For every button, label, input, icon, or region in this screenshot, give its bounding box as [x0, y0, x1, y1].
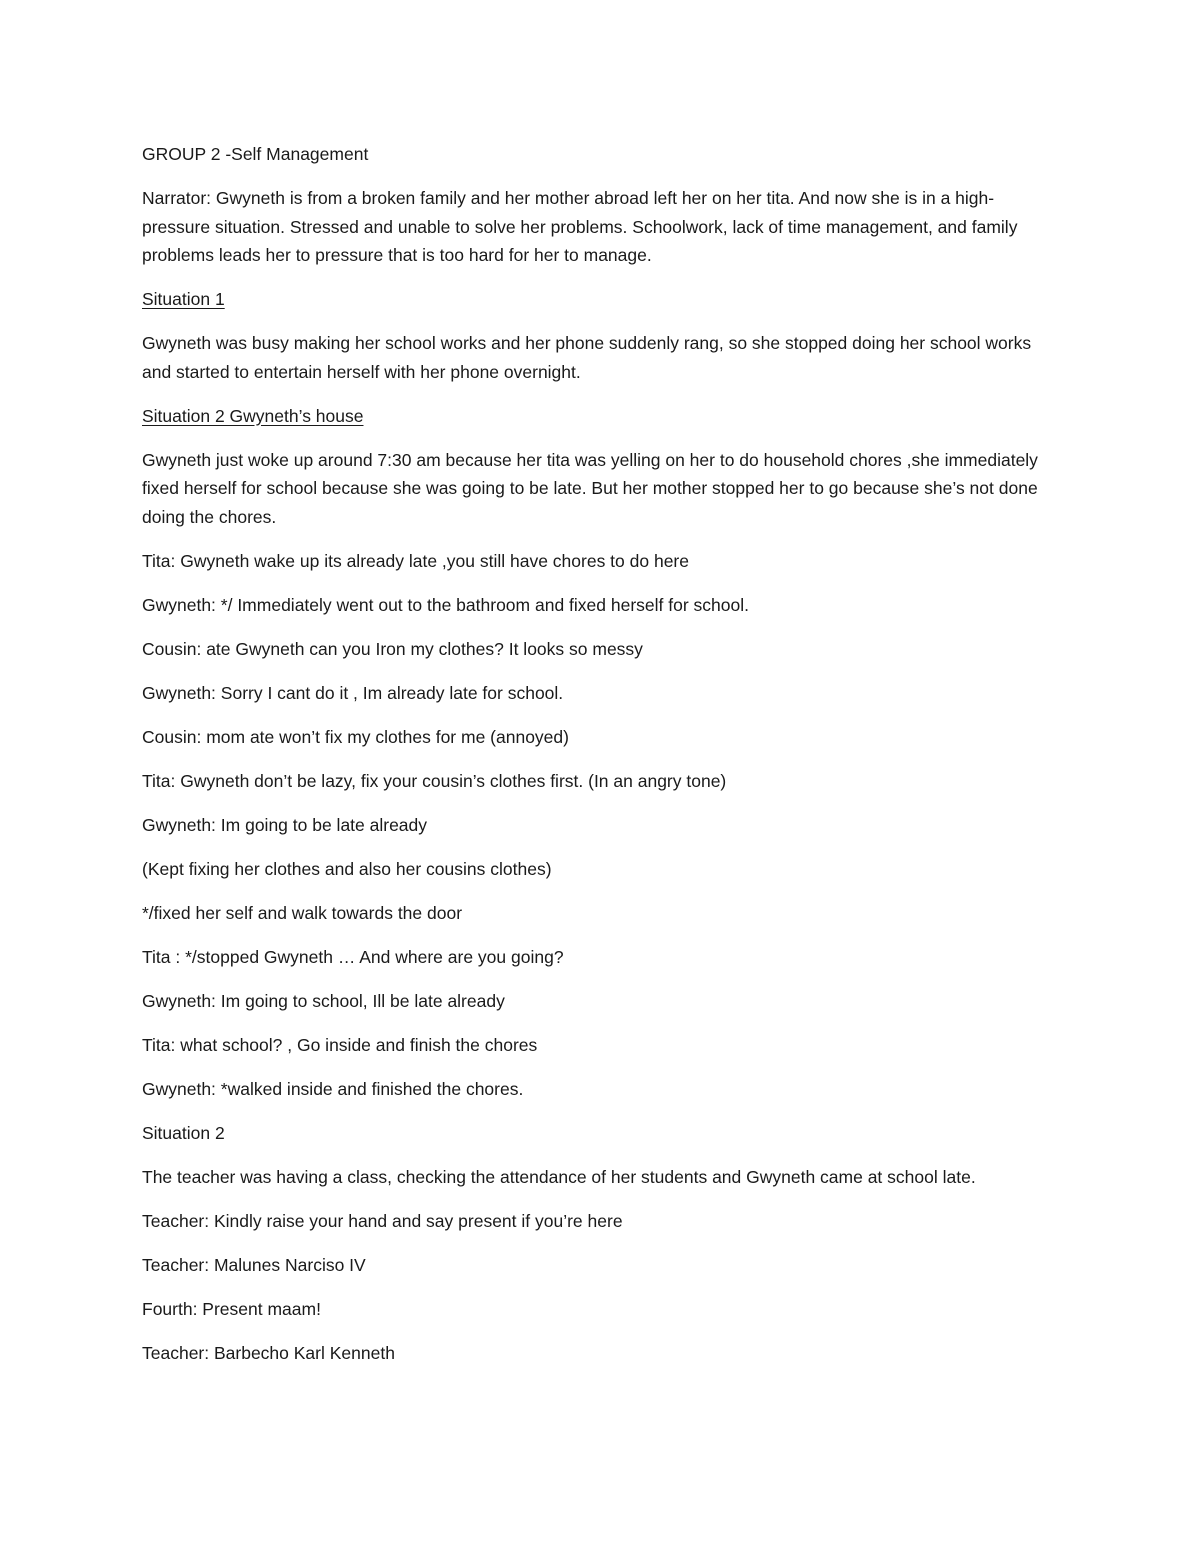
document-body	[142, 140, 1062, 1383]
paragraph: Teacher: Malunes Narciso IV	[142, 1254, 366, 1275]
document-title: GROUP 2 -Self Management	[142, 144, 369, 164]
paragraph: Gwyneth: */ Immediately went out to the bathroom and fixed herself for school.	[142, 594, 749, 615]
paragraph: Gwyneth: Sorry I cant do it , Im already late for school.	[142, 682, 564, 703]
paragraph: (Kept fixing her clothes and also her cousins clothes)	[142, 858, 552, 879]
paragraph: Teacher: Barbecho Karl Kenneth	[142, 1342, 395, 1363]
paragraph: Tita : */stopped Gwyneth … And where are you going?	[142, 946, 564, 967]
paragraph: Gwyneth just woke up around 7:30 am because her tita was yelling on her to do household chores ,she immediately fixed herself for school because she was going to be late. But her mother stopped her to go because she’s not done doing the chores.	[142, 449, 1043, 527]
paragraph: Tita: Gwyneth wake up its already late ,you still have chores to do here	[142, 550, 689, 571]
section-heading: Situation 2 Gwyneth’s house	[142, 405, 364, 426]
paragraph: The teacher was having a class, checking the attendance of her students and Gwyneth came at school late.	[142, 1166, 976, 1187]
section-heading: Situation 1	[142, 289, 225, 309]
paragraph: Cousin: mom ate won’t fix my clothes for me (annoyed)	[142, 726, 569, 747]
paragraph: Tita: what school? , Go inside and finish the chores	[142, 1034, 538, 1055]
paragraph-list	[142, 184, 1062, 1367]
paragraph: */fixed her self and walk towards the door	[142, 902, 463, 923]
paragraph: Situation 2	[142, 1122, 225, 1143]
paragraph: Fourth: Present maam!	[142, 1298, 321, 1319]
paragraph: Gwyneth was busy making her school works and her phone suddenly rang, so she stopped doing her school works and started to entertain herself with her phone overnight.	[142, 333, 1036, 382]
paragraph: Teacher: Kindly raise your hand and say present if you’re here	[142, 1210, 623, 1231]
paragraph: Gwyneth: Im going to school, Ill be late already	[142, 990, 505, 1011]
paragraph: Cousin: ate Gwyneth can you Iron my clothes? It looks so messy	[142, 638, 643, 659]
paragraph: Tita: Gwyneth don’t be lazy, fix your cousin’s clothes first. (In an angry tone)	[142, 770, 727, 791]
paragraph: Gwyneth: Im going to be late already	[142, 814, 428, 835]
paragraph: Gwyneth: *walked inside and finished the chores.	[142, 1078, 524, 1099]
paragraph: Narrator: Gwyneth is from a broken family and her mother abroad left her on her tita. And now she is in a high-pressure situation. Stressed and unable to solve her problems. Schoolwork, lack of time management, and family problems leads her to pressure that is too hard for her to manage.	[142, 188, 1023, 265]
